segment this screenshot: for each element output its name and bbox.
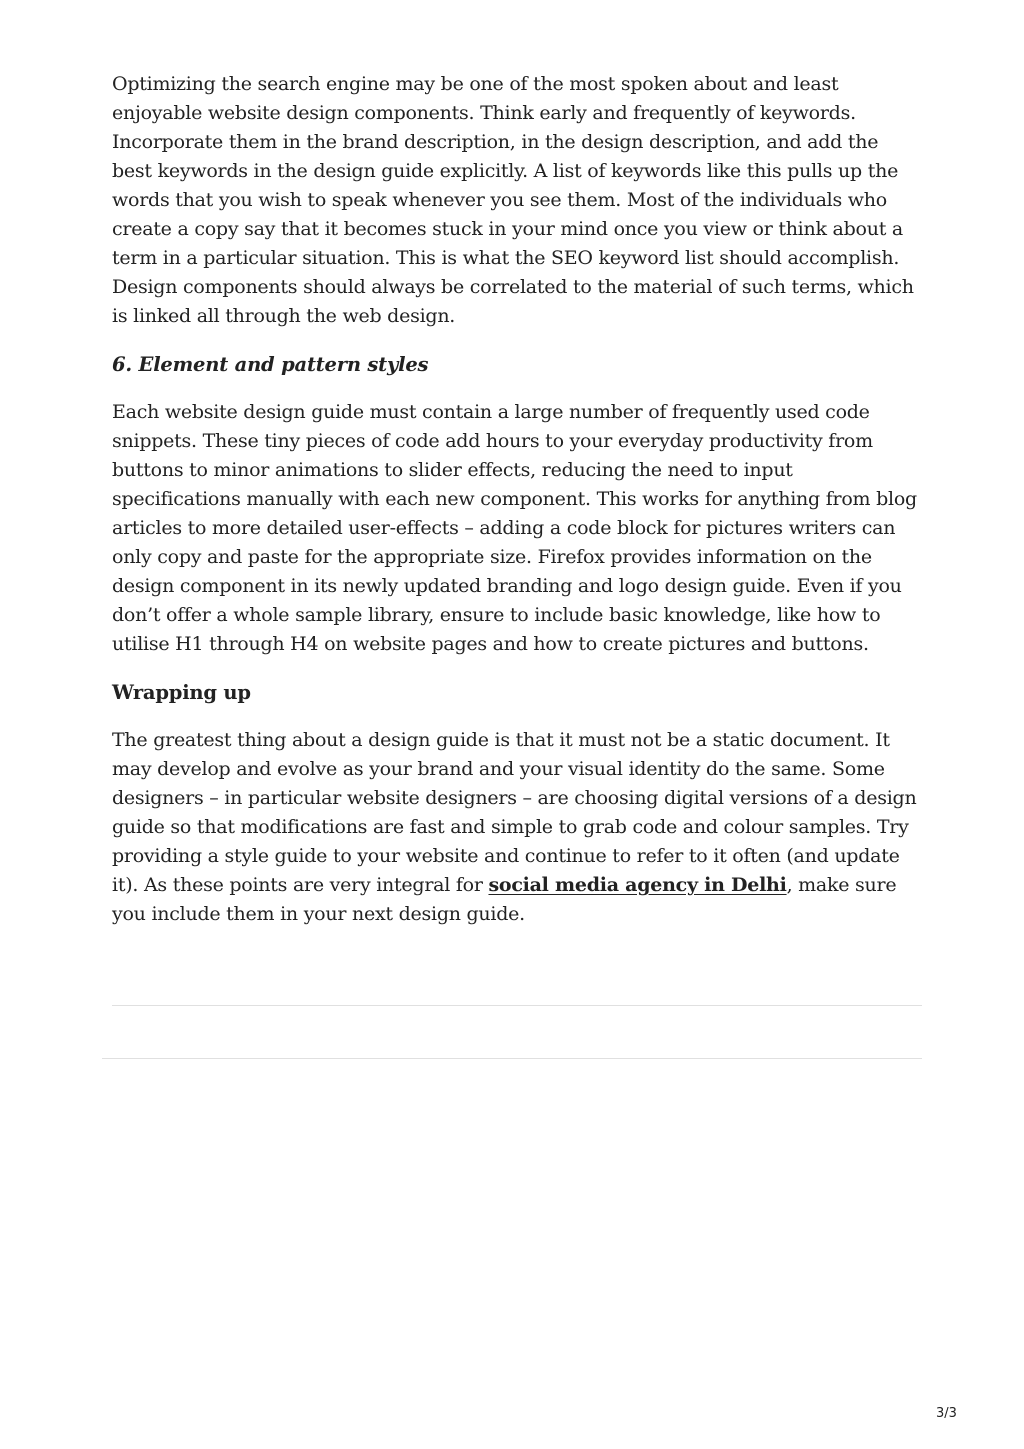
divider-upper bbox=[112, 1005, 922, 1006]
page-number: 3/3 bbox=[936, 1406, 957, 1421]
section-heading-wrapping-up: Wrapping up bbox=[112, 681, 251, 704]
article-body bbox=[112, 70, 922, 948]
wrapping-up-text-before-link: The greatest thing about a design guide is that it must not be a static document. It may develop and evolve as your brand and your visual identity do the same. Some designers – in particular website designers – are choosing digital versions of a design guide so that modifications are fast and simple to grab code and colour samples. Try providing a style guide to your website and continue to refer to it often (and update it). As these points are very integral for bbox=[112, 729, 917, 896]
intro-paragraph: Optimizing the search engine may be one of the most spoken about and least enjoyable website design components. Think early and frequently of keywords. Incorporate them in the brand description, in the design description, and add the best keywords in the design guide explicitly. A list of keywords like this pulls up the words that you wish to speak whenever you see them. Most of the individuals who create a copy say that it becomes stuck in your mind once you view or think about a term in a particular situation. This is what the SEO keyword list should accomplish. Design components should always be correlated to the material of such terms, which is linked all through the web design. bbox=[112, 73, 914, 327]
wrapping-up-paragraph bbox=[112, 726, 922, 929]
wrapping-up-text-after-link: , make sure you include them in your next design guide. bbox=[112, 874, 897, 925]
divider-lower bbox=[102, 1058, 922, 1059]
section-heading-element-pattern-styles: 6. Element and pattern styles bbox=[112, 353, 429, 376]
social-media-agency-link[interactable]: social media agency in Delhi bbox=[488, 874, 787, 896]
element-pattern-paragraph: Each website design guide must contain a large number of frequently used code snippets. These tiny pieces of code add hours to your everyday productivity from buttons to minor animations to slider effects, reducing the need to input specifications manually with each new component. This works for anything from blog articles to more detailed user-effects – adding a code block for pictures writers can only copy and paste for the appropriate size. Firefox provides information on the design component in its newly updated branding and logo design guide. Even if you don’t offer a whole sample library, ensure to include basic knowledge, like how to utilise H1 through H4 on website pages and how to create pictures and buttons. bbox=[112, 401, 917, 655]
